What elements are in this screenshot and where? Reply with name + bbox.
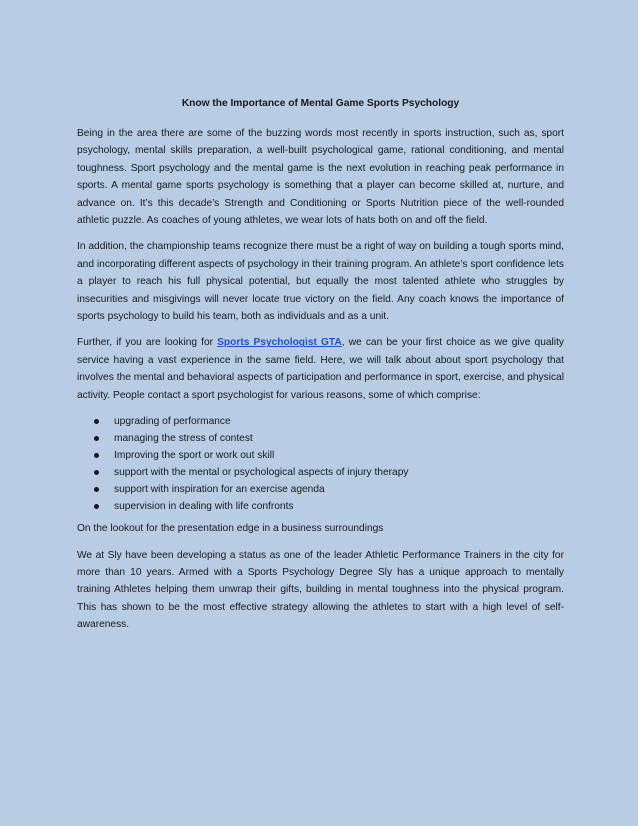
bullet-icon bbox=[94, 504, 99, 509]
bullet-icon bbox=[94, 419, 99, 424]
bullet-icon bbox=[94, 487, 99, 492]
paragraph-4: On the lookout for the presentation edge in a business surroundings bbox=[77, 523, 384, 535]
paragraph-3 bbox=[77, 334, 564, 404]
list-item: Improving the sport or work out skill bbox=[77, 447, 564, 464]
list-item: support with inspiration for an exercise agenda bbox=[77, 481, 564, 498]
document-title: Know the Importance of Mental Game Sports Psychology bbox=[181, 98, 460, 109]
paragraph-2: In addition, the championship teams recognize there must be a right of way on building a tough sports mind, and incorporating different aspects of psychology in their training program. An athlete’s sport confidence lets a player to reach his full physical potential, but equally the most talented athlete who struggles by insecurities and misgivings will never locate true victory on the field. Any coach knows the importance of sports psychology to build his team, both as individuals and as a unit. bbox=[77, 241, 564, 323]
list-item: support with the mental or psychological aspects of injury therapy bbox=[77, 464, 564, 481]
list-item: upgrading of performance bbox=[77, 413, 564, 430]
paragraph-5: We at Sly have been developing a status as one of the leader Athletic Performance Trainers in the city for more than 10 years. Armed with a Sports Psychology Degree Sly has a unique approach to mentally training Athletes helping them unwrap their gifts, building in mental toughness into the physical program. This has shown to be the most effective strategy allowing the athletes to start with a high level of self-awareness. bbox=[77, 549, 564, 631]
paragraph-3-text-after-link: , we can be your first choice as we give quality service having a vast experience in the same field. Here, we will talk about about sport psychology that involves the mental and behavioral aspects of participation and performance in sport, exercise, and physical activity. People contact a sport psychologist for various reasons, some of which comprise: bbox=[77, 337, 564, 401]
sports-psychologist-gta-link[interactable]: Sports Psychologist GTA bbox=[217, 337, 342, 349]
paragraph-1: Being in the area there are some of the buzzing words most recently in sports instruction, such as, sport psychology, mental skills preparation, a well-built psychological game, rational conditioning, and mental toughness. Sport psychology and the mental game is the next evolution in reaching peak performance in sports. A mental game sports psychology is something that a player can become skilled at, nurture, and advance on. It’s this decade’s Strength and Conditioning or Sports Nutrition piece of the well-rounded athletic puzzle. As coaches of young athletes, we wear lots of hats both on and off the field. bbox=[77, 128, 564, 227]
paragraph-3-text-before-link: Further, if you are looking for bbox=[77, 337, 218, 349]
bullet-icon bbox=[94, 470, 99, 475]
reasons-bullet-list bbox=[77, 413, 564, 515]
bullet-icon bbox=[94, 453, 99, 458]
list-item: supervision in dealing with life confronts bbox=[77, 498, 564, 515]
bullet-icon bbox=[94, 436, 99, 441]
list-item: managing the stress of contest bbox=[77, 430, 564, 447]
